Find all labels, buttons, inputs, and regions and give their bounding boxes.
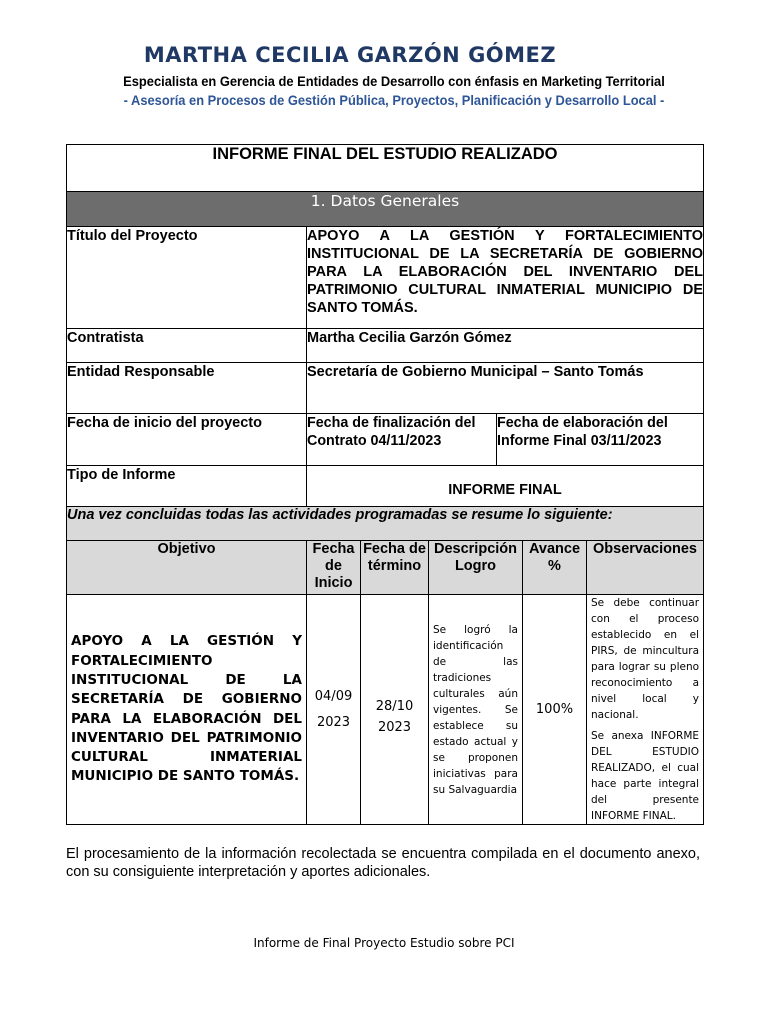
end-day: 28/10 [375, 698, 414, 714]
progress-cell: 100% [523, 595, 587, 825]
project-title-label: Título del Proyecto [67, 227, 307, 329]
report-table [66, 144, 704, 825]
col-header-progress: Avance % [523, 541, 587, 595]
observation-2: Se anexa INFORME DEL ESTUDIO REALIZADO, el cual hace parte integral del presente INFORME FINAL. [591, 730, 700, 822]
start-date-label: Fecha de inicio del proyecto [67, 414, 307, 466]
observation-1: Se debe continuar con el proceso establecido en el PIRS, de mincultura para lograr su pleno reconocimiento a nivel local y nacional. [591, 597, 700, 721]
page-footer: Informe de Final Proyecto Estudio sobre PCI [253, 936, 515, 950]
end-date-cell [361, 595, 429, 825]
author-name: MARTHA CECILIA GARZÓN GÓMEZ [143, 43, 557, 67]
report-type-label: Tipo de Informe [67, 466, 307, 507]
section-heading: 1. Datos Generales [67, 192, 704, 227]
contractor-value: Martha Cecilia Garzón Gómez [307, 329, 704, 363]
observations-cell [587, 595, 704, 825]
start-date-cell [307, 595, 361, 825]
start-day: 04/09 [314, 688, 353, 704]
end-date-text: Fecha de finalización del Contrato 04/11/2023 [307, 414, 497, 466]
col-header-end: Fecha de término [361, 541, 429, 595]
author-subtitle: Especialista en Gerencia de Entidades de Desarrollo con énfasis en Marketing Territorial [123, 73, 665, 89]
contractor-label: Contratista [67, 329, 307, 363]
col-header-start: Fecha de Inicio [307, 541, 361, 595]
col-header-observations: Observaciones [587, 541, 704, 595]
report-type-value: INFORME FINAL [307, 466, 704, 507]
start-year: 2023 [316, 714, 351, 730]
entity-value: Secretaría de Gobierno Municipal – Santo Tomás [307, 363, 704, 414]
report-title: INFORME FINAL DEL ESTUDIO REALIZADO [67, 145, 704, 192]
closing-paragraph: El procesamiento de la información recolectada se encuentra compilada en el documento anexo, con su consiguiente interpretación y aportes adicionales. [66, 846, 700, 880]
col-header-objective: Objetivo [67, 541, 307, 595]
author-tagline: - Asesoría en Procesos de Gestión Pública, Proyectos, Planificación y Desarrollo Local - [123, 92, 665, 108]
description-cell: Se logró la identificación de las tradiciones culturales aún vigentes. Se establece su estado actual y se proponen iniciativas para su Salvaguardia [429, 595, 523, 825]
table-row [67, 595, 704, 825]
entity-label: Entidad Responsable [67, 363, 307, 414]
project-title-value: APOYO A LA GESTIÓN Y FORTALECIMIENTO INSTITUCIONAL DE LA SECRETARÍA DE GOBIERNO PARA LA ELABORACIÓN DEL INVENTARIO DEL PATRIMONIO CULTURAL INMATERIAL MUNICIPIO DE SANTO TOMÁS. [307, 227, 704, 329]
col-header-description: Descripción Logro [429, 541, 523, 595]
objective-cell: APOYO A LA GESTIÓN Y FORTALECIMIENTO INSTITUCIONAL DE LA SECRETARÍA DE GOBIERNO PARA LA ELABORACIÓN DEL INVENTARIO DEL PATRIMONIO CULTURAL INMATERIAL MUNICIPIO DE SANTO TOMÁS. [67, 595, 307, 825]
elaboration-date-text: Fecha de elaboración del Informe Final 03/11/2023 [497, 414, 704, 466]
end-year: 2023 [377, 719, 412, 735]
summary-intro: Una vez concluidas todas las actividades programadas se resume lo siguiente: [67, 507, 704, 541]
